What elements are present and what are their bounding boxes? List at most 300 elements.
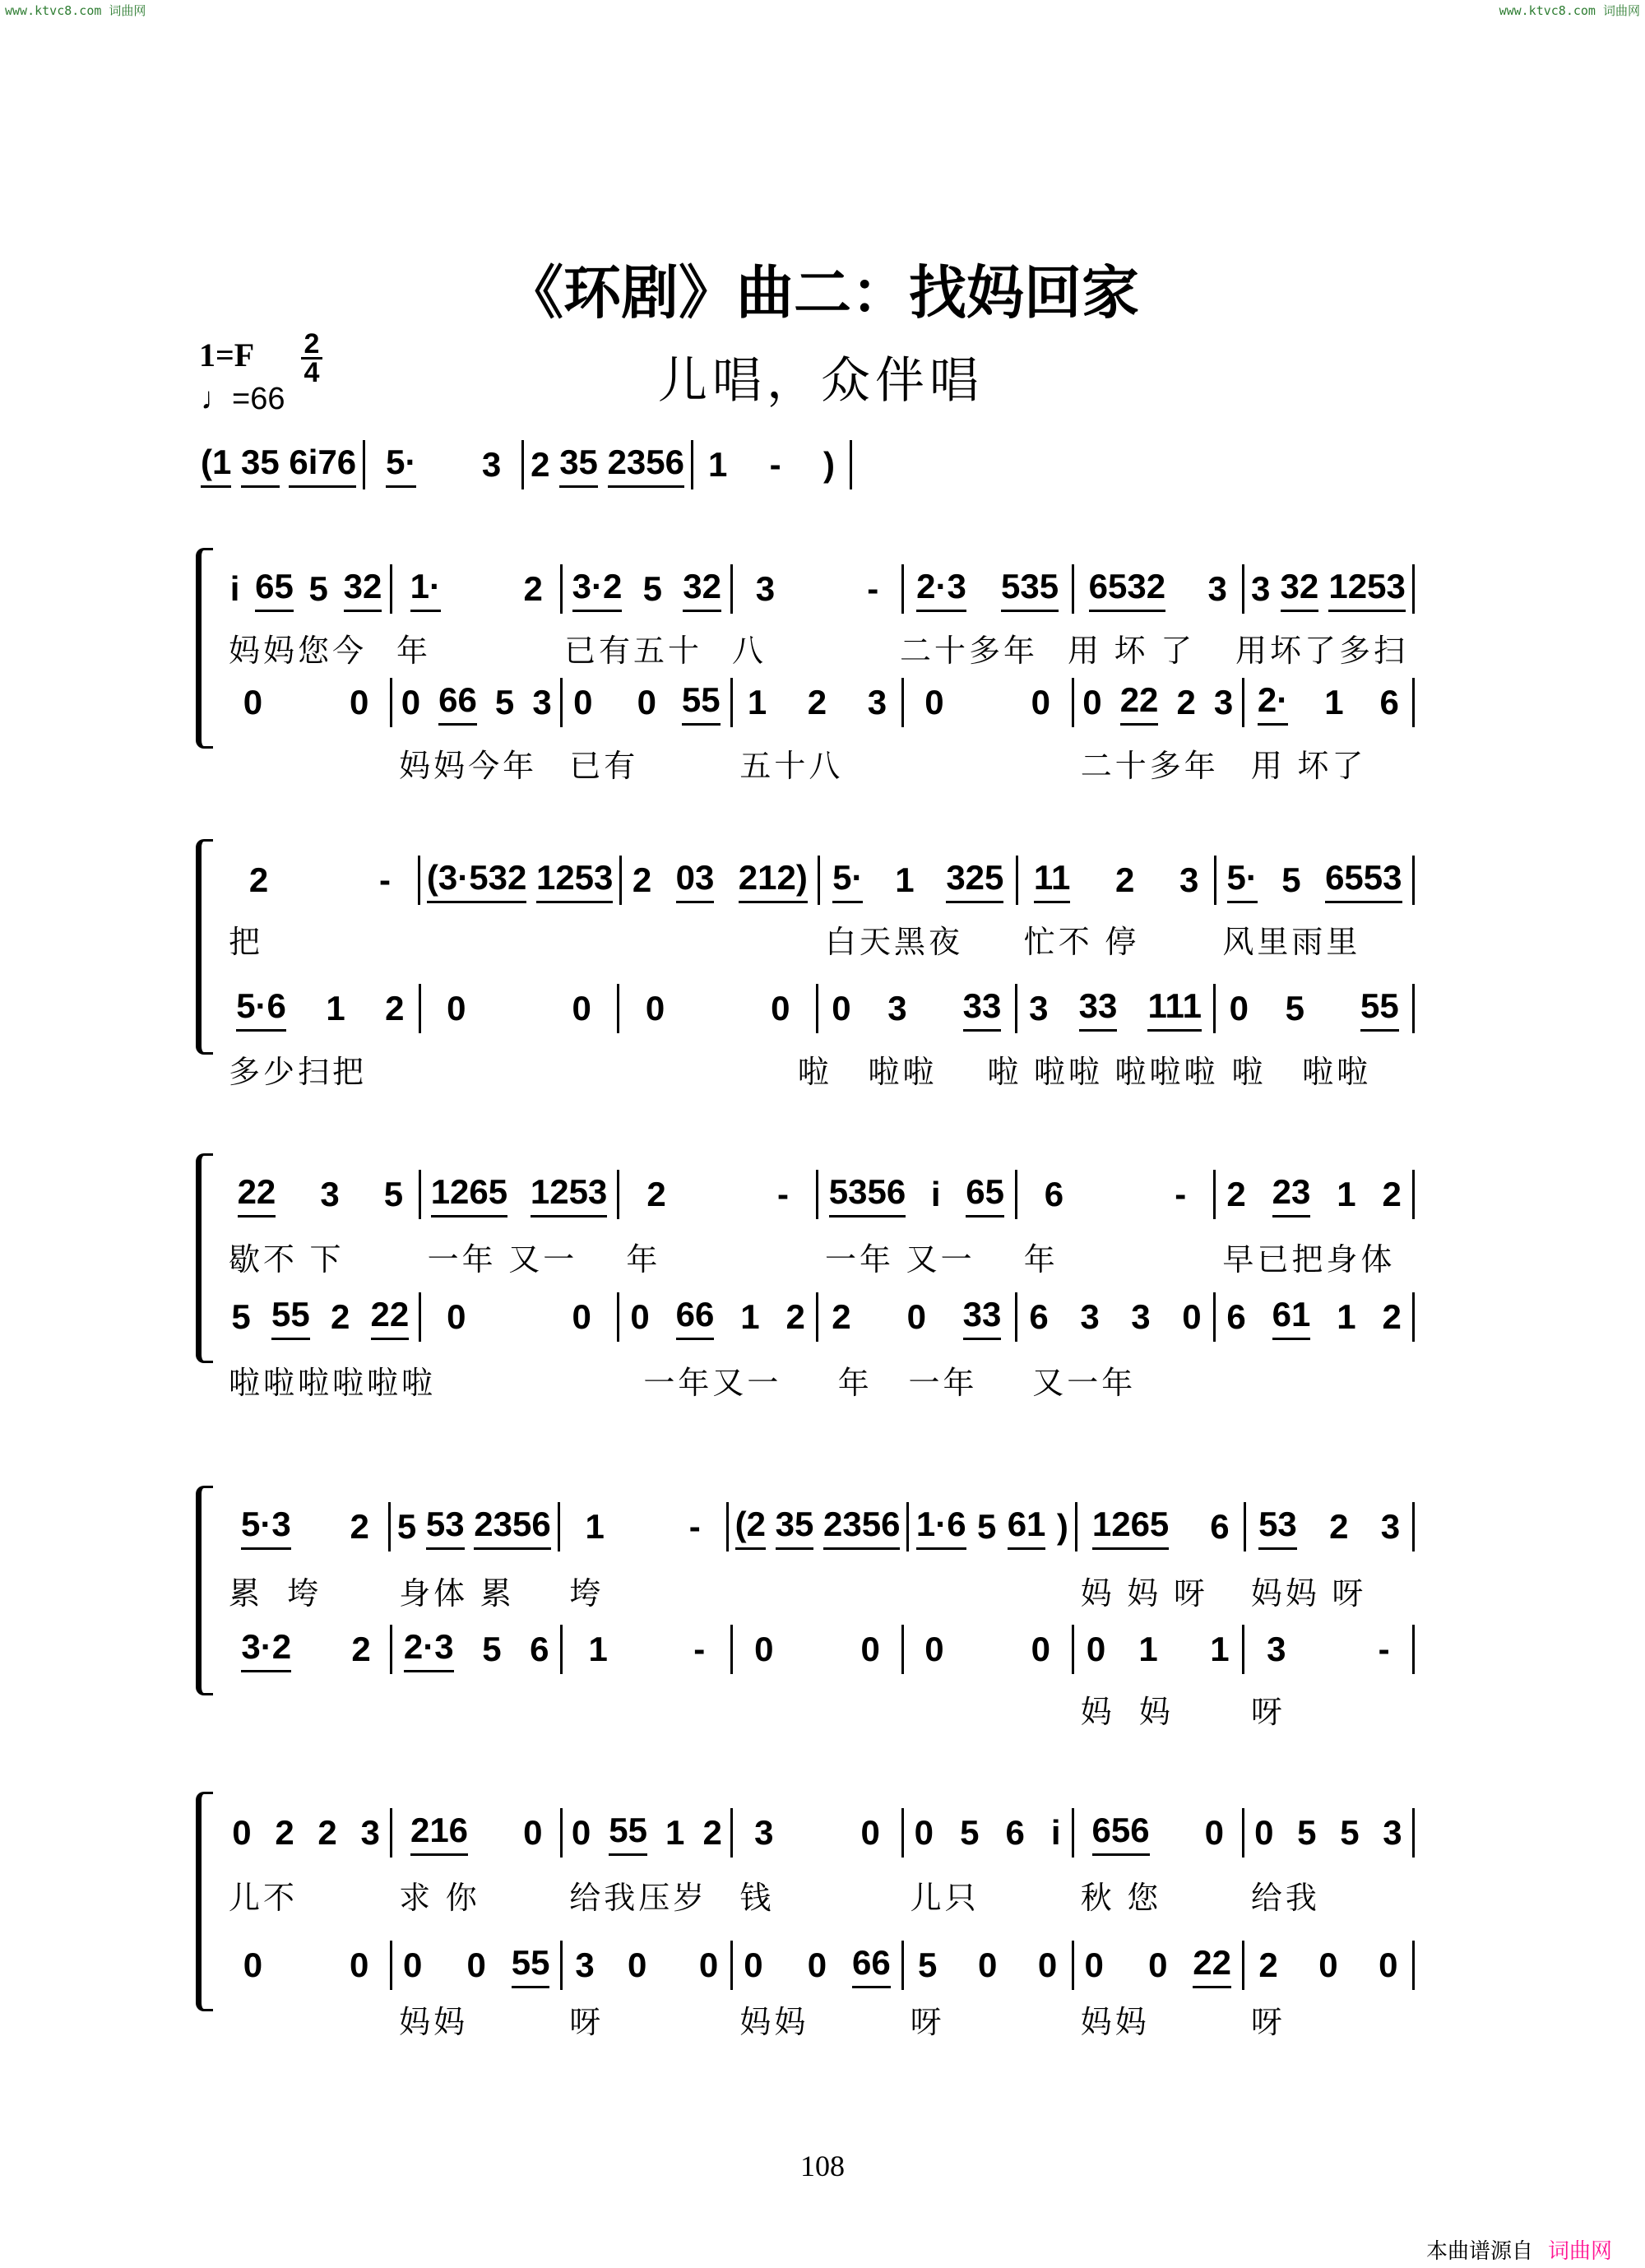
note-group: 0 [744, 1946, 763, 1984]
measure [421, 1170, 620, 1219]
lyric-measure: 年 [396, 634, 432, 669]
lyric-measure: 啦啦啦啦啦啦 [229, 1366, 437, 1401]
note-group [1271, 569, 1281, 609]
note-group [424, 683, 434, 722]
note-group [1200, 683, 1210, 722]
note-group [292, 683, 321, 722]
note-group [598, 445, 608, 485]
note-group: 1 [1138, 1630, 1158, 1668]
note-group: 66 [852, 1943, 891, 1988]
note-group: 6 [1226, 1297, 1246, 1336]
note-group: 2 [385, 989, 405, 1027]
note-group: 1265 [431, 1172, 507, 1217]
note-group [231, 445, 241, 485]
note-group [803, 1813, 832, 1853]
note-group [940, 1297, 950, 1337]
note-group: - [769, 445, 781, 484]
note-group [1059, 989, 1068, 1028]
note-group [1172, 1813, 1182, 1853]
note-group [243, 569, 253, 609]
lower-lyrics-row [222, 1686, 1415, 1732]
note-group: 0 [637, 683, 656, 721]
note-group: 23 [1272, 1172, 1311, 1217]
lower-row [222, 984, 1415, 1033]
note-group [1105, 1175, 1133, 1214]
note-group: 33 [963, 986, 1002, 1032]
note-group: 0 [466, 1946, 486, 1984]
note-group [722, 1297, 732, 1337]
measure [392, 678, 563, 727]
measure [1074, 1941, 1244, 1990]
lyric-measure: 儿不 [229, 1881, 299, 1916]
upper-lyrics-row [222, 1234, 1415, 1279]
note-group: 2 [275, 1813, 294, 1852]
system-bracket [196, 548, 213, 749]
page-number: 108 [800, 2150, 845, 2182]
note-group [1365, 1297, 1374, 1337]
note-group [1254, 1297, 1264, 1337]
lyric-measure: 给我压岁 [569, 1881, 708, 1916]
note-group: 1253 [536, 858, 613, 903]
note-group: 6 [530, 1630, 549, 1668]
note-group [491, 1813, 501, 1853]
measure [563, 678, 733, 727]
note-group: 6 [1044, 1175, 1064, 1213]
note-group: 1 [585, 1507, 605, 1546]
note-group [257, 1297, 266, 1337]
note-group [331, 569, 341, 609]
note-group [360, 989, 370, 1028]
lyric-measure: 妈妈 呀 [1250, 1577, 1367, 1612]
lyric-measure: 呀 [1250, 2006, 1286, 2040]
note-group: 0 [350, 1946, 369, 1984]
note-group: 5· [386, 443, 416, 488]
measure [222, 1808, 392, 1858]
note-group [942, 1813, 952, 1853]
lyric-measure: 用坏了多扫 [1235, 634, 1409, 669]
measure [1244, 678, 1415, 727]
note-group [807, 569, 836, 609]
note-group [1318, 1297, 1328, 1337]
measure [818, 984, 1017, 1033]
note-group: 1253 [1328, 567, 1405, 612]
measure [619, 1170, 818, 1219]
lyric-measure [904, 1568, 1074, 1613]
measure [1216, 856, 1415, 905]
note-group: 3 [575, 1946, 595, 1984]
note-group: 22 [1193, 1943, 1231, 1988]
note-group: - [1175, 1175, 1187, 1213]
note-group: 212) [739, 858, 808, 903]
lyric-measure: 年 [1023, 1243, 1059, 1278]
note-group: 2 [1329, 1507, 1349, 1546]
note-group [463, 569, 502, 609]
note-group [798, 445, 808, 485]
note-group: - [867, 569, 879, 608]
note-group: ) [823, 445, 836, 484]
note-group [1309, 1507, 1318, 1547]
note-group: 0 [447, 989, 466, 1027]
note-group: 0 [1084, 1946, 1104, 1984]
measure [563, 1808, 733, 1858]
note-group [1354, 1946, 1364, 1985]
measure [421, 1292, 620, 1342]
note-group: 55 [682, 680, 721, 726]
lyric-measure: 歇不 下 [229, 1243, 345, 1278]
note-group [1262, 989, 1272, 1028]
note-group: 11 [1034, 858, 1070, 903]
lyric-measure: 妈妈 [399, 2006, 469, 2040]
note-group [1254, 1175, 1264, 1214]
note-group [1088, 860, 1098, 900]
note-group: 0 [771, 989, 790, 1027]
measure [1077, 1502, 1246, 1551]
note-group: 33 [963, 1295, 1002, 1340]
footer-credit [1426, 2234, 1612, 2265]
note-group: 5 [642, 569, 662, 608]
measure [1017, 1170, 1216, 1219]
note-group: 1 [895, 860, 915, 899]
note-group [494, 1946, 503, 1985]
note-group [301, 1813, 311, 1853]
note-group: 1 [740, 1297, 760, 1336]
lyric-measure: 呀 [569, 2006, 605, 2040]
lyric-measure: 妈妈 [1080, 2006, 1150, 2040]
note-group: 5 [1297, 1813, 1317, 1852]
lyric-measure: 钱 [739, 1881, 775, 1916]
note-group: 3 [320, 1175, 340, 1213]
lyric-measure: 白天黑夜 [825, 925, 964, 960]
note-group: 0 [1182, 1297, 1202, 1336]
note-group: 3 [1213, 683, 1234, 721]
note-group: 55 [1360, 986, 1399, 1032]
lyric-measure: 给我 [1250, 1881, 1320, 1916]
lyric-measure: 风里雨里 [1222, 925, 1361, 960]
lyric-measure: 垮 [569, 1577, 605, 1612]
measure [391, 1502, 560, 1551]
measure [222, 1625, 392, 1674]
note-group: 3 [1207, 569, 1227, 608]
note-group: - [1378, 1630, 1390, 1668]
measure [392, 1941, 563, 1990]
note-group: 22 [1120, 680, 1159, 726]
lyric-measure [904, 1686, 1074, 1732]
note-group: 1 [1210, 1630, 1230, 1668]
note-group: 2 [317, 1813, 337, 1852]
note-group: 0 [630, 1297, 650, 1336]
note-group [293, 1175, 303, 1214]
note-group [481, 683, 491, 722]
measure [222, 564, 392, 614]
lyric-measure: 一年 又一 [427, 1243, 578, 1278]
note-group: 0 [645, 989, 665, 1027]
lower-row [222, 678, 1415, 727]
lyric-measure [904, 740, 1074, 786]
lyric-measure: 二十多年 [900, 634, 1039, 669]
note-group: - [776, 1175, 789, 1213]
measure [733, 564, 903, 614]
note-group: 216 [410, 1811, 468, 1856]
system-bracket [196, 1792, 213, 2011]
note-group: 53 [426, 1505, 465, 1550]
note-group: 0 [401, 683, 421, 721]
note-group: 3 [1267, 1630, 1286, 1668]
note-group: 5 [1340, 1813, 1360, 1852]
note-group [600, 683, 629, 722]
note-group: 0 [243, 1946, 263, 1984]
note-group: i [930, 1175, 941, 1213]
note-group [1323, 1813, 1333, 1853]
note-group: 5 [308, 569, 328, 608]
lyric-measure: 忙不 停 [1023, 925, 1140, 960]
lyric-measure [1221, 1357, 1415, 1403]
lyric-measure [392, 1686, 563, 1732]
lyric-measure [601, 1046, 791, 1092]
lyric-measure [733, 1686, 903, 1732]
note-group [1357, 683, 1367, 722]
measure [1244, 1808, 1415, 1858]
note-group: 0 [1318, 1946, 1338, 1984]
note-group [1360, 1507, 1369, 1547]
lyric-measure [412, 1046, 602, 1092]
note-group [659, 1946, 688, 1985]
lyric-measure: 八 [732, 634, 767, 669]
note-group: 0 [1204, 1813, 1224, 1852]
note-group [703, 989, 732, 1028]
lyric-measure: 累 垮 [229, 1577, 322, 1612]
note-group: (3·532 [427, 858, 526, 903]
note-group: 3 [887, 989, 907, 1027]
note-group [1033, 1813, 1043, 1853]
note-group: 22 [238, 1172, 276, 1217]
performance-note: 儿唱，众伴唱 [658, 352, 984, 410]
note-group: 3 [1383, 1813, 1402, 1852]
note-group: - [378, 860, 391, 899]
note-group: 2 [351, 1630, 371, 1668]
note-group [1163, 683, 1173, 722]
note-group: 1265 [1092, 1505, 1169, 1550]
note-group [642, 1507, 651, 1547]
note-group [463, 1630, 473, 1669]
measure [563, 564, 733, 614]
note-group: 55 [271, 1295, 310, 1340]
note-group: 2 [785, 1297, 805, 1336]
time-signature [301, 328, 322, 388]
measure [392, 1808, 563, 1858]
note-group: 535 [1001, 567, 1059, 612]
note-group [768, 1297, 778, 1337]
note-group: 1 [1337, 1175, 1356, 1213]
lyric-measure: 呀 [1250, 1695, 1286, 1730]
note-group: 0 [232, 1813, 252, 1852]
measure [1074, 1808, 1244, 1858]
note-group: 2 [1382, 1175, 1402, 1213]
note-group [651, 1813, 661, 1853]
note-group: 53 [1258, 1505, 1297, 1550]
measure [421, 984, 620, 1033]
note-group: 0 [1229, 989, 1249, 1027]
measure [904, 1625, 1074, 1674]
measure [1074, 564, 1244, 614]
lyric-measure: 年 一年 [837, 1366, 978, 1401]
measure [729, 1502, 910, 1551]
note-group: 5 [1281, 860, 1301, 899]
note-group: 2 [248, 860, 269, 899]
note-group: 2 [1382, 1297, 1402, 1336]
note-group: 5356 [829, 1172, 906, 1217]
note-group: 3 [1131, 1297, 1151, 1336]
note-group: 2 [832, 1297, 851, 1336]
note-group: i [1050, 1813, 1061, 1852]
lyric-measure [733, 1568, 903, 1613]
note-group: 2 [646, 1175, 666, 1213]
measure [222, 678, 392, 727]
note-group [973, 1630, 1002, 1669]
lyric-measure: 五十八 [739, 749, 844, 784]
lyric-measure [222, 740, 392, 786]
note-group: 5 [482, 1630, 502, 1668]
note-group [1301, 683, 1311, 722]
note-group: 1 [326, 989, 345, 1027]
note-group [504, 1297, 533, 1337]
lyric-measure: 啦 啦啦 [797, 1055, 938, 1090]
note-group [416, 1507, 426, 1547]
upper-row [222, 1808, 1415, 1858]
note-group [1309, 860, 1318, 900]
note-group: 0 [447, 1297, 466, 1336]
note-group: 0 [523, 1813, 543, 1852]
note-group: 2 [632, 860, 652, 899]
measure [820, 856, 1018, 905]
upper-lyrics-row [222, 916, 1415, 962]
note-group: i [229, 569, 240, 608]
note-group [803, 1630, 832, 1669]
note-group [646, 1630, 656, 1669]
note-group [511, 1630, 521, 1669]
note-group: 2 [330, 1297, 350, 1336]
measure [222, 1502, 391, 1551]
note-group: 0 [627, 1946, 647, 1984]
note-group: 66 [438, 680, 477, 726]
lyric-measure: 妈 妈 呀 [1080, 1577, 1208, 1612]
note-group [1366, 1813, 1376, 1853]
note-group: 2356 [823, 1505, 900, 1550]
note-group [874, 860, 884, 900]
upper-row [222, 1170, 1415, 1219]
note-group [296, 569, 306, 609]
measure [909, 1502, 1077, 1551]
lower-lyrics-row [222, 1357, 1415, 1403]
note-group: 0 [832, 989, 851, 1027]
note-group: 61 [1272, 1295, 1311, 1340]
note-group [707, 1175, 736, 1214]
lyric-measure: 秋 您 [1080, 1881, 1162, 1916]
note-group [1128, 989, 1138, 1028]
measure [818, 1292, 1017, 1342]
note-group: 0 [1148, 1946, 1168, 1984]
note-group [771, 1946, 799, 1985]
note-group [595, 1813, 605, 1853]
note-group [1182, 569, 1192, 609]
note-group: 2 [350, 1507, 369, 1546]
note-group: 1 [1337, 1297, 1356, 1336]
note-group: 3 [1380, 1507, 1401, 1546]
lyric-measure: 求 你 [399, 1881, 480, 1916]
system-bracket [196, 1153, 213, 1363]
measure [904, 1941, 1074, 1990]
note-group [292, 1946, 321, 1985]
measure [1244, 1941, 1415, 1990]
note-group: 1·6 [916, 1505, 966, 1550]
note-group: 65 [966, 1172, 1004, 1217]
note-group [979, 569, 989, 609]
measure [733, 1941, 903, 1990]
measure [222, 984, 421, 1033]
note-group [1318, 1630, 1346, 1669]
watermark-right: www.ktvc8.com 词曲网 [1499, 3, 1640, 18]
note-group [997, 1507, 1007, 1547]
note-group [782, 683, 792, 722]
measure [1244, 1625, 1415, 1674]
measure [733, 678, 903, 727]
note-group [1152, 860, 1162, 900]
note-group: 0 [572, 989, 591, 1027]
note-group [914, 1175, 924, 1214]
note-group: 2 [1226, 1175, 1246, 1213]
note-group: 6i76 [289, 443, 356, 488]
note-group: 5 [976, 1507, 997, 1546]
note-group: 22 [371, 1295, 410, 1340]
note-group: 0 [1379, 1946, 1398, 1984]
upper-row [222, 1502, 1415, 1551]
measure [904, 564, 1074, 614]
note-group [864, 989, 874, 1028]
upper-row [222, 856, 1415, 905]
meter-top: 2 [304, 328, 320, 359]
note-group [925, 860, 935, 900]
measure [222, 856, 420, 905]
lyric-measure [222, 1686, 392, 1732]
note-group [1111, 1946, 1140, 1985]
note-group: 0 [977, 1946, 998, 1984]
note-group: 5 [960, 1813, 980, 1852]
measure [563, 1625, 733, 1674]
note-group [514, 1175, 524, 1214]
note-group: 0 [573, 683, 593, 721]
lyric-measure [421, 916, 620, 962]
note-group [1110, 1297, 1120, 1337]
note-group: 3 [360, 1813, 380, 1852]
note-group: 1· [410, 567, 441, 612]
measure [1017, 984, 1216, 1033]
note-group [665, 683, 674, 722]
note-group: ) [1056, 1507, 1068, 1546]
lyric-measure [563, 1686, 733, 1732]
note-group: 6 [1029, 1297, 1049, 1336]
measure [733, 1625, 903, 1674]
measure [222, 1170, 421, 1219]
note-group [550, 445, 560, 485]
note-group [658, 1297, 668, 1337]
measure [1246, 1502, 1415, 1551]
note-group [344, 1813, 354, 1853]
lower-lyrics-row [222, 740, 1415, 786]
note-group: 0 [243, 683, 263, 721]
note-group: 3 [1250, 569, 1271, 608]
note-group: 5 [918, 1946, 938, 1984]
lower-lyrics-row [222, 1997, 1415, 2042]
measure [420, 856, 623, 905]
